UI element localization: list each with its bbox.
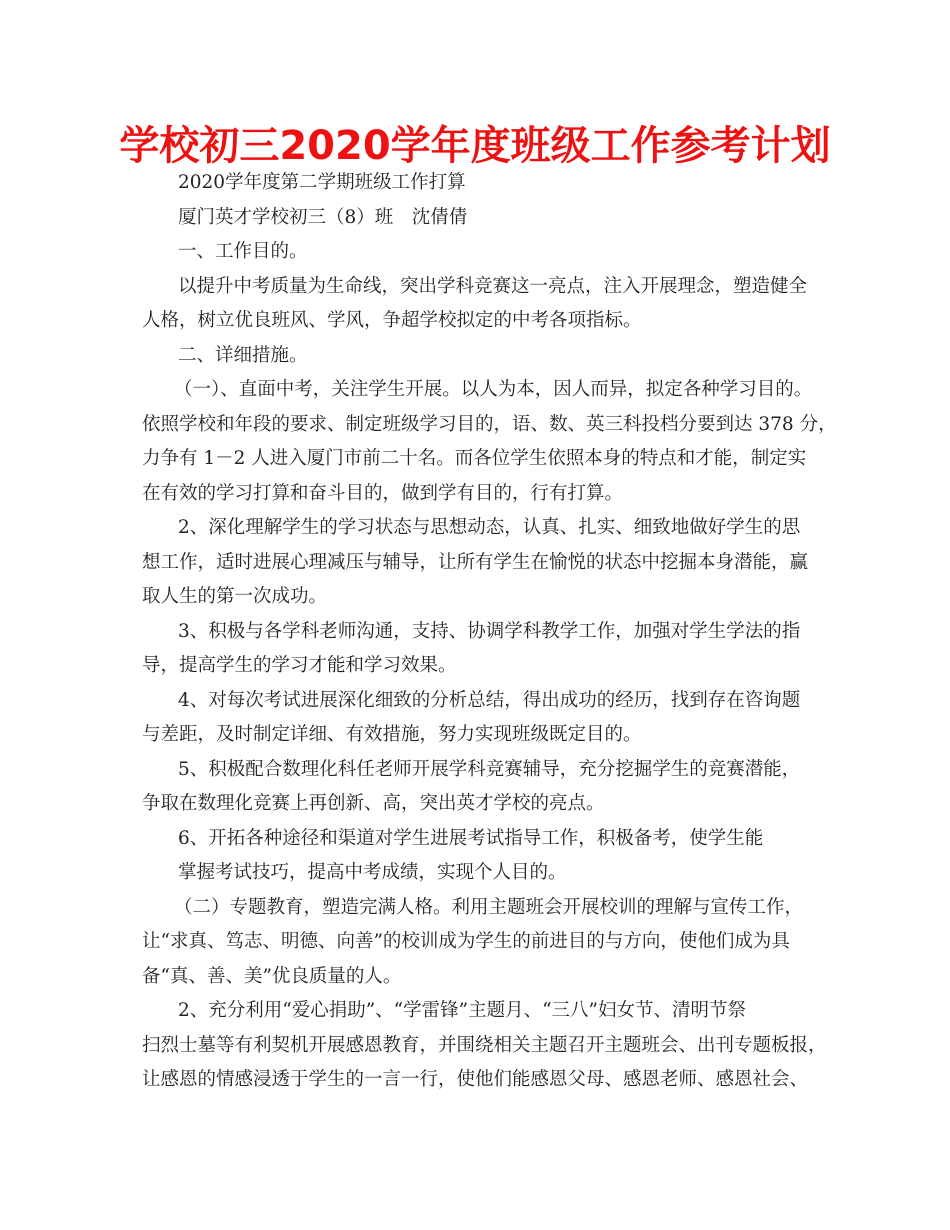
section-heading: 一、工作目的。 (178, 241, 308, 262)
paragraph-line: 备“真、善、美”优良质量的人。 (142, 965, 402, 987)
paragraph-line: 让“求真、笃志、明德、向善”的校训成为学生的前进目的与方向，使他们成为具 (142, 931, 790, 952)
paragraph-line: 2、充分利用“爱心捐助”、“学雷锋”主题月、“三八”妇女节、清明节祭 (178, 1000, 747, 1021)
paragraph-line: 想工作，适时进展心理减压与辅导，让所有学生在愉悦的状态中挖掘本身潜能，赢 (142, 551, 809, 573)
paragraph-line: （二）专题教育，塑造完满人格。利用主题班会开展校训的理解与宣传工作， (174, 896, 804, 918)
paragraph-line: 3、积极与各学科老师沟通，支持、协调学科教学工作，加强对学生学法的指 (178, 620, 801, 642)
paragraph-line: 掌握考试技巧，提高中考成绩，实现个人目的。 (178, 862, 567, 883)
paragraph-line: （一）、直面中考，关注学生开展。以人为本，因人而异，拟定各种学习目的。 (174, 379, 813, 400)
paragraph-line: 依照学校和年段的要求、制定班级学习目的，语、数、英三科投档分要到达 378 分， (142, 413, 837, 435)
paragraph-line: 与差距，及时制定详细、有效措施，努力实现班级既定目的。 (142, 724, 642, 745)
paragraph-line: 5、积极配合数理化科任老师开展学科竞赛辅导，充分挖掘学生的竞赛潜能， (178, 758, 801, 780)
paragraph-line: 导，提高学生的学习才能和学习效果。 (142, 655, 457, 676)
subtitle-line: 2020学年度第二学期班级工作打算 (178, 172, 466, 193)
paragraph-line: 争取在数理化竞赛上再创新、高，突出英才学校的亮点。 (142, 793, 605, 814)
paragraph-line: 力争有 1－2 人进入厦门市前二十名。而各位学生依照本身的特点和才能，制定实 (142, 448, 807, 469)
paragraph-line: 人格，树立优良班风、学风，争超学校拟定的中考各项指标。 (142, 310, 642, 331)
paragraph-line: 4、对每次考试进展深化细致的分析总结，得出成功的经历，找到存在咨询题 (178, 689, 801, 711)
paragraph-line: 让感恩的情感浸透于学生的一言一行，使他们能感恩父母、感恩老师、感恩社会、 (142, 1069, 809, 1090)
author-line: 厦门英才学校初三（8）班 沈倩倩 (178, 206, 468, 228)
paragraph-line: 扫烈士墓等有利契机开展感恩教育，并围绕相关主题召开主题班会、出刊专题板报， (142, 1034, 827, 1056)
paragraph-line: 取人生的第一次成功。 (142, 586, 328, 607)
document-body (142, 166, 837, 1098)
paragraph-line: 6、开拓各种途径和渠道对学生进展考试指导工作，积极备考，使学生能 (178, 827, 764, 849)
paragraph-line: 2、深化理解学生的学习状态与思想动态，认真、扎实、细致地做好学生的思 (178, 517, 801, 538)
paragraph-line: 以提升中考质量为生命线，突出学科竞赛这一亮点，注入开展理念，塑造健全 (178, 275, 808, 297)
paragraph-line: 在有效的学习打算和奋斗目的，做到学有目的，行有打算。 (142, 482, 624, 504)
section-heading: 二、详细措施。 (178, 344, 308, 366)
document-title: 学校初三2020学年度班级工作参考计划 (119, 123, 831, 169)
